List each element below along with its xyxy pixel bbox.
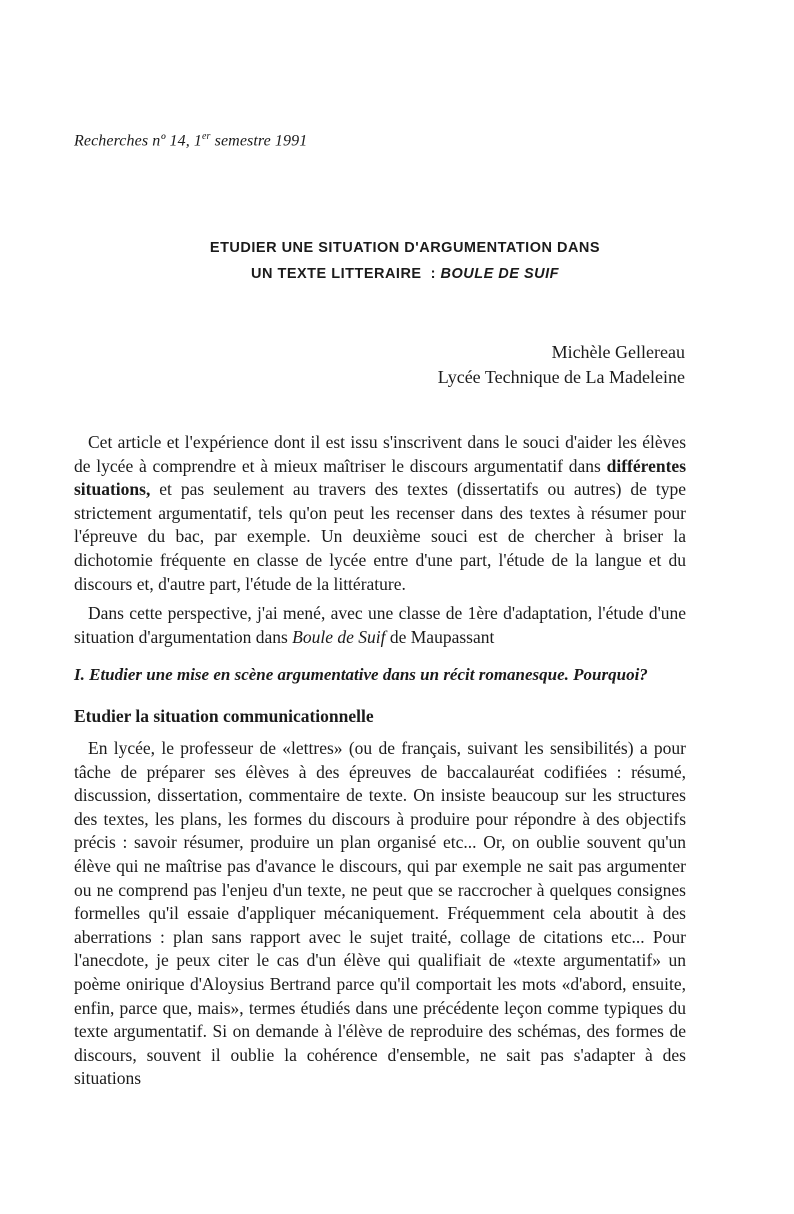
section-paragraph: En lycée, le professeur de «lettres» (ou de français, suivant les sensibilités) a pour tâche de préparer ses élèves à des épreuves de baccalauréat codifiées : résumé, discussion, dissertation, commentaire de texte. On insiste beaucoup sur les structures des textes, les plans, les formes du discours à produire pour répondre à des objectifs précis : savoir résumer, produire un plan organisé etc... Or, on oublie souvent qu'un élève qui ne maîtrise pas d'avance le discours, qui par exemple ne sait pas argumenter ou ne comprend pas l'enjeu d'un texte, ne peut que se raccrocher à quelques consignes formelles qu'il essaie d'appliquer mécaniquement. Fréquemment cela aboutit à des aberrations : plan sans rapport avec le sujet traité, collage de citations etc... Pour l'anecdote, je peux citer le cas d'un élève qui qualifiait de «texte argumentatif» un poème onirique d'Aloysius Bertrand parce qu'il comportait les mots «d'abord, ensuite, enfin, parce que, mais», termes étudiés dans une précédente leçon comme typiques du texte argumentatif. Si on demande à l'élève de reproduire des schémas, des formes de discours, souvent il oublie la cohérence d'ensemble, ne sait pas s'adapter à des situations: [74, 738, 686, 1089]
author-name: Michèle Gellereau: [551, 342, 685, 362]
section-text: [74, 737, 686, 1091]
header-text: Recherches nº 14, 1: [74, 132, 203, 150]
header-text-end: semestre 1991: [210, 132, 308, 150]
intro-paragraph-1: [74, 431, 686, 596]
intro-p1-text-end: et pas seulement au travers des textes (dissertatifs ou autres) de type strictement argumentatif, tels qu'on peut les recenser dans des textes à résumer pour l'épreuve du bac, par exemple. Un deuxième souci est de chercher à briser la dichotomie fréquente en classe de lycée entre d'une part, l'étude de la langue et du discours et, d'autre part, l'étude de la littérature.: [74, 479, 686, 594]
title-line-2: [60, 261, 750, 287]
journal-header: [74, 131, 307, 150]
title-line-1: ETUDIER UNE SITUATION D'ARGUMENTATION DANS: [209, 240, 601, 256]
intro-text: [74, 431, 686, 649]
title-work-name: BOULE DE SUIF: [440, 266, 559, 282]
article-title: [60, 235, 750, 287]
author-affiliation: Lycée Technique de La Madeleine: [437, 367, 685, 387]
intro-p2-text: Dans cette perspective, j'ai mené, avec une classe de 1ère d'adaptation, l'étude d'une situation d'argumentation dans: [74, 603, 686, 647]
title-line-2-text: UN TEXTE LITTERAIRE :: [250, 266, 441, 282]
intro-p1-bold: différentes situations,: [74, 455, 686, 500]
intro-p2-italic: Boule de Suif: [292, 626, 386, 647]
intro-p1-text: Cet article et l'expérience dont il est issu s'inscrivent dans le souci d'aider les élèves de lycée à comprendre et à mieux maîtriser le discours argumentatif dans: [74, 432, 686, 476]
header-superscript: er: [202, 131, 211, 142]
intro-p2-text-end: de Maupassant: [385, 626, 495, 647]
intro-paragraph-2: [74, 602, 686, 649]
author-block: [438, 340, 685, 390]
section-subheading: Etudier la situation communicationnelle: [74, 706, 374, 726]
section-title: I. Etudier une mise en scène argumentative dans un récit romanesque. Pourquoi?: [74, 665, 648, 684]
